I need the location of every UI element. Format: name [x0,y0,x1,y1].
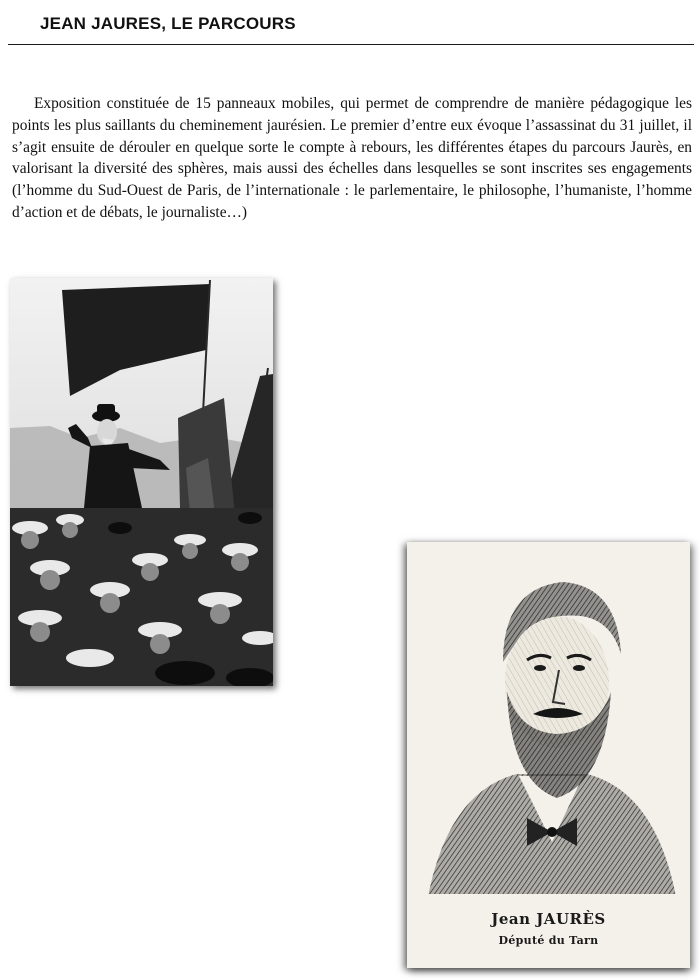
portrait-caption-role: Député du Tarn [498,934,599,947]
rally-photo [10,278,273,686]
title-underline [8,44,694,45]
portrait-caption-name: Jean JAURÈS [491,910,606,928]
intro-paragraph: Exposition constituée de 15 panneaux mobiles, qui permet de comprendre de manière pédagogique les points les plus saillants du cheminement jaurésien. Le premier d’entre eux évoque l’assassinat du 31 juillet, il s’agit ensuite de dérouler en quelque sorte le compte à rebours, les différentes étapes du parcours Jaurès, en valorisant la diversité des sphères, mais aussi des échelles dans lesquelles se sont inscrites ses engagements (l’homme du Sud-Ouest de Paris, de l’internationale : le parlementaire, le philosophe, l’humaniste, l’homme d’action et de débats, le journaliste…) [12,95,692,221]
page-title: JEAN JAURES, LE PARCOURS [40,14,296,33]
portrait-engraving [407,542,690,968]
